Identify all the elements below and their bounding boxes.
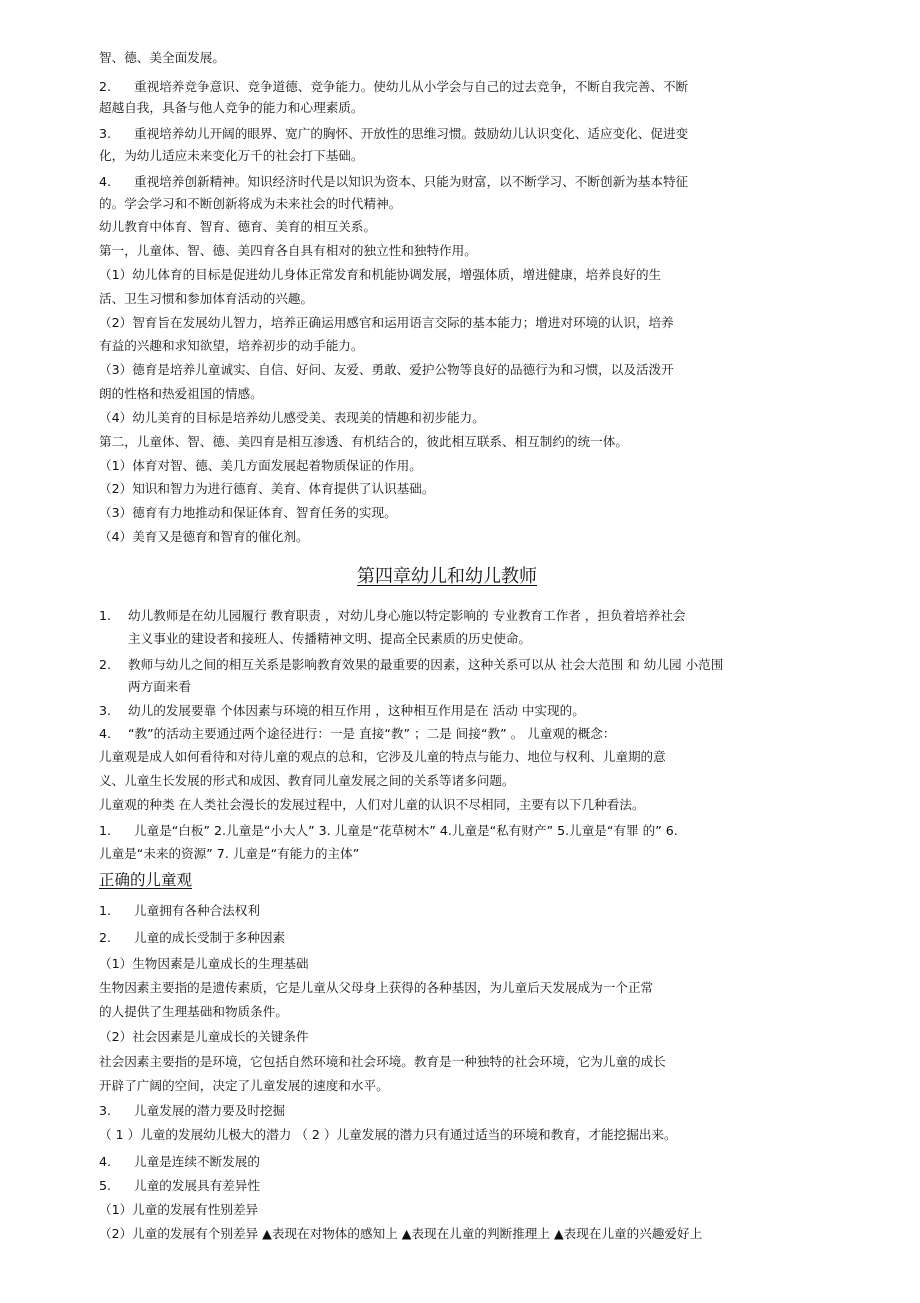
text-line: （1）体育对智、德、美几方面发展起着物质保证的作用。 [99,458,422,473]
text-line: 两方面来看 [128,679,191,694]
text-line: 儿童是“未来的资源” 7. 儿童是“有能力的主体” [99,846,360,861]
text-line: 开辟了广阔的空间，决定了儿童发展的速度和水平。 [99,1078,389,1093]
text-line: 超越自我，具备与他人竞争的能力和心理素质。 [99,100,364,115]
text-line: 重视培养幼儿开阔的眼界、宽广的胸怀、开放性的思维习惯。鼓励幼儿认识变化、适应变化、促进变 [134,126,689,141]
list-number: 3. [99,126,112,141]
text-line: 第二，儿童体、智、德、美四育是相互渗透、有机结合的，彼此相互联系、相互制约的统一体。 [99,434,628,449]
text-line: （4）美育又是德育和智育的催化剂。 [99,529,309,544]
text-line: 儿童发展的潜力要及时挖掘 [134,1103,286,1118]
list-number: 1. [99,608,112,623]
text-line: 主义事业的建设者和接班人、传播精神文明、提高全民素质的历史使命。 [128,631,531,646]
text-line: 有益的兴趣和求知欲望，培养初步的动手能力。 [99,338,364,353]
text-line: 化，为幼儿适应未来变化万千的社会打下基础。 [99,148,364,163]
text-line: 的。学会学习和不断创新将成为未来社会的时代精神。 [99,196,402,211]
list-number: 1. [99,903,112,918]
text-line: 幼儿教师是在幼儿园履行 教育职责 ，对幼儿身心施以特定影响的 专业教育工作者 ，担负着培养社会 [128,608,686,623]
text-line: （2）社会因素是儿童成长的关键条件 [99,1029,309,1044]
text-line: （2）儿童的发展有个别差异 ▲表现在对物体的感知上 ▲表现在儿童的判断推理上 ▲表现在儿童的兴趣爱好上 [99,1226,703,1241]
text-line: （3）德育是培养儿童诚实、自信、好问、友爱、勇敢、爱护公物等良好的品德行为和习惯，以及活泼开 [99,362,674,377]
text-line: 活、卫生习惯和参加体育活动的兴趣。 [99,291,314,306]
text-line: 朗的性格和热爱祖国的情感。 [99,386,263,401]
text-line: 儿童的成长受制于多种因素 [134,930,286,945]
text-line: 生物因素主要指的是遗传素质，它是儿童从父母身上获得的各种基因，为儿童后天发展成为一个正常 [99,980,654,995]
text-line: 儿童观的种类 在人类社会漫长的发展过程中，人们对儿童的认识不尽相同，主要有以下几种看法。 [99,797,645,812]
text-line: （1）幼儿体育的目标是促进幼儿身体正常发育和机能协调发展，增强体质，增进健康，培养良好的生 [99,267,662,282]
list-number: 4. [99,726,112,741]
text-line: 智、德、美全面发展。 [99,50,225,65]
text-line: （3）德育有力地推动和保证体育、智育任务的实现。 [99,505,397,520]
text-line: 社会因素主要指的是环境，它包括自然环境和社会环境。教育是一种独特的社会环境，它为儿童的成长 [99,1054,666,1069]
list-number: 2. [99,657,112,672]
list-number: 3. [99,1103,112,1118]
list-number: 3. [99,703,112,718]
text-line: （1）儿童的发展有性别差异 [99,1202,259,1217]
list-number: 4. [99,1154,112,1169]
text-line: 重视培养竞争意识、竞争道德、竞争能力。使幼儿从小学会与自己的过去竞争，不断自我完善、不断 [134,79,689,94]
text-line: 儿童是“白板” 2.儿童是“小大人” 3. 儿童是“花草树木” 4.儿童是“私有财产” 5.儿童是“有罪 的” 6. [134,823,678,838]
text-line: 儿童的发展具有差异性 [134,1178,260,1193]
list-number: 2. [99,79,112,94]
section-title: 正确的儿童观 [99,871,193,889]
chapter-title: 第四章幼儿和幼儿教师 [357,566,537,587]
text-line: 第一，儿童体、智、德、美四育各自具有相对的独立性和独特作用。 [99,243,477,258]
list-number: 5. [99,1178,112,1193]
list-number: 2. [99,930,112,945]
text-line: （1）生物因素是儿童成长的生理基础 [99,956,309,971]
list-number: 4. [99,174,112,189]
text-line: “教”的活动主要通过两个途径进行：一是 直接“教” ；二是 间接“教” 。 儿童观的概念： [128,726,616,741]
text-line: 儿童是连续不断发展的 [134,1154,260,1169]
text-line: 的人提供了生理基础和物质条件。 [99,1004,288,1019]
text-line: 儿童拥有各种合法权利 [134,903,260,918]
list-number: 1. [99,823,112,838]
text-line: （ 1 ）儿童的发展幼儿极大的潜力 （ 2 ）儿童发展的潜力只有通过适当的环境和教育，才能挖掘出来。 [99,1127,677,1142]
text-line: 教师与幼儿之间的相互关系是影响教育效果的最重要的因素，这种关系可以从 社会大范围 和 幼儿园 小范围 [128,657,724,672]
text-line: 儿童观是成人如何看待和对待儿童的观点的总和，它涉及儿童的特点与能力、地位与权利、儿童期的意 [99,749,666,764]
text-line: 幼儿的发展要靠 个体因素与环境的相互作用 ，这种相互作用是在 活动 中实现的。 [128,703,585,718]
text-line: 重视培养创新精神。知识经济时代是以知识为资本、只能为财富，以不断学习、不断创新为基本特征 [134,174,689,189]
text-line: 幼儿教育中体育、智育、德育、美育的相互关系。 [99,219,377,234]
text-line: （4）幼儿美育的目标是培养幼儿感受美、表现美的情趣和初步能力。 [99,410,485,425]
text-line: 义、儿童生长发展的形式和成因、教育同儿童发展之间的关系等诸多问题。 [99,773,515,788]
text-line: （2）智育旨在发展幼儿智力，培养正确运用感官和运用语言交际的基本能力；增进对环境的认识，培养 [99,315,674,330]
text-line: （2）知识和智力为进行德育、美育、体育提供了认识基础。 [99,481,435,496]
